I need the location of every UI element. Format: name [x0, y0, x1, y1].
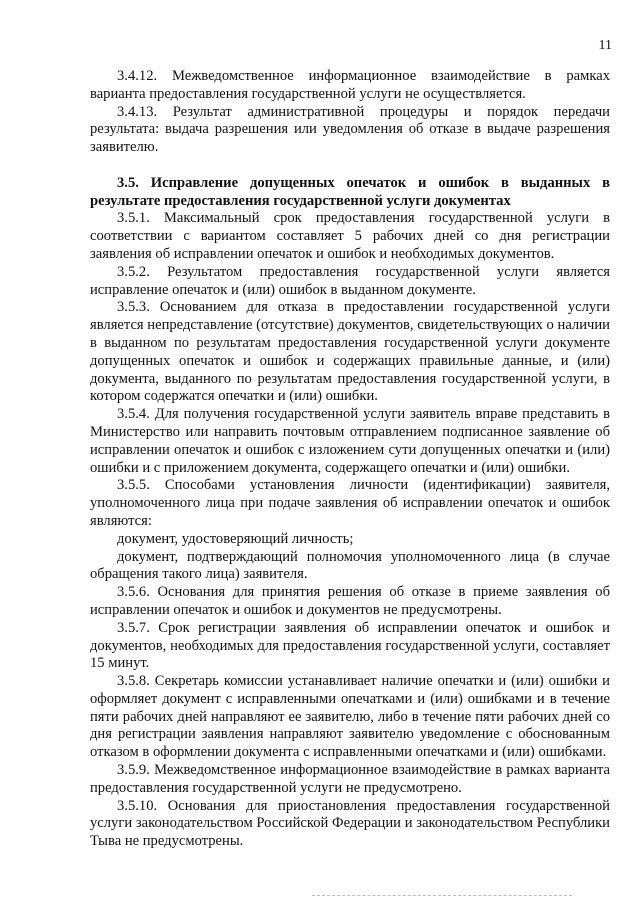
- paragraph-3-5-6: 3.5.6. Основания для принятия решения об отказе в приеме заявления об исправлении опечаток и ошибок и документов не предусмотрены.: [90, 584, 610, 618]
- paragraph-3-5-5: 3.5.5. Способами установления личности (идентификации) заявителя, уполномоченного лица при подаче заявления об исправлении опечаток и ошибок являются:: [90, 477, 610, 529]
- list-item-identity-document: документ, удостоверяющий личность;: [117, 530, 354, 547]
- paragraph-3-5-3: 3.5.3. Основанием для отказа в предоставлении государственной услуги является непредставление (отсутствие) документов, свидетельствующих о наличии в выданном по результатам предоставления государственной услуги документе допущенных опечаток и ошибок и содержащих правильные данные, и (или) документа, выданного по результатам предоставления государственной услуги, в котором содержатся опечатки и (или) ошибки.: [90, 299, 610, 405]
- section-heading-3-5: 3.5. Исправление допущенных опечаток и ошибок в выданных в результате предоставления государственной услуги документах: [90, 174, 610, 209]
- paragraph-3-5-10: 3.5.10. Основания для приостановления предоставления государственной услуги законодательством Российской Федерации и законодательством Республики Тыва не предусмотрены.: [90, 797, 610, 850]
- paragraph-3-5-4: 3.5.4. Для получения государственной услуги заявитель вправе представить в Министерство или направить почтовым отправлением подписанное заявление об исправлении опечаток и ошибок с изложением сути допущенных опечатки и (или) ошибки и с приложением документа, содержащего опечатки и (или) ошибки.: [90, 406, 610, 476]
- paragraph-3-4-13: 3.4.13. Результат административной процедуры и порядок передачи результата: выдача разрешения или уведомления об отказе в выдаче разрешения заявителю.: [90, 103, 610, 156]
- page-number: 11: [598, 38, 612, 53]
- document-body: [90, 68, 610, 851]
- scan-edge-line: [312, 895, 572, 897]
- paragraph-3-5-1: 3.5.1. Максимальный срок предоставления государственной услуги в соответствии с вариантом составляет 5 рабочих дней со дня регистрации заявления об исправлении опечаток и ошибок и необходимых документов.: [90, 210, 610, 262]
- paragraph-3-5-7: 3.5.7. Срок регистрации заявления об исправлении опечаток и ошибок и документов, необходимых для предоставления государственной услуги, составляет 15 минут.: [90, 619, 610, 672]
- list-item-authority-document: документ, подтверждающий полномочия уполномоченного лица (в случае обращения такого лица) заявителя.: [90, 548, 610, 583]
- paragraph-3-5-9: 3.5.9. Межведомственное информационное взаимодействие в рамках варианта предоставления государственной услуги не предусмотрено.: [90, 762, 610, 796]
- paragraph-3-5-8: 3.5.8. Секретарь комиссии устанавливает наличие опечатки и (или) ошибки и оформляет документ с исправленными опечатками и (или) ошибками и в течение пяти рабочих дней направляют ее заявителю, либо в течение пяти рабочих дней со дня регистрации заявления направляют заявителю уведомление с обоснованным отказом в оформлении документа с исправленными опечатками и (или) ошибками.: [90, 673, 610, 761]
- paragraph-3-4-12: 3.4.12. Межведомственное информационное взаимодействие в рамках варианта предоставления государственной услуги не осуществляется.: [90, 68, 610, 102]
- paragraph-3-5-2: 3.5.2. Результатом предоставления государственной услуги является исправление опечаток и (или) ошибок в выданном документе.: [90, 263, 610, 298]
